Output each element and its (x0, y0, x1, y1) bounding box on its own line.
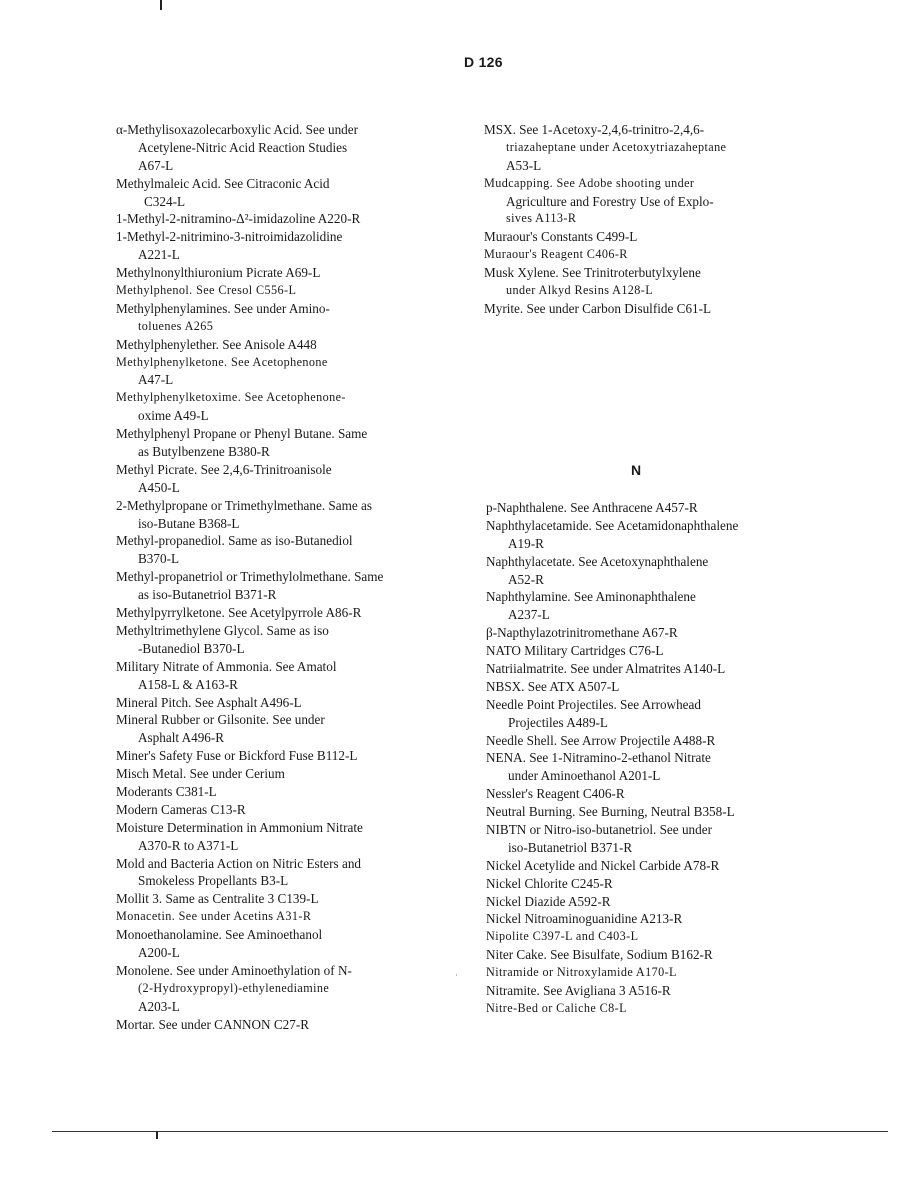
index-entry-line: A53-L (506, 157, 542, 173)
index-entry-line: Mollit 3. Same as Centralite 3 C139-L (116, 891, 319, 907)
index-entry-line: Miner's Safety Fuse or Bickford Fuse B112-L (116, 748, 358, 764)
index-entry-line: Musk Xylene. See Trinitroterbutylxylene (484, 265, 701, 281)
index-entry-line: iso-Butanetriol B371-R (508, 839, 633, 855)
index-entry-line: (2-Hydroxypropyl)-ethylenediamine (138, 980, 330, 995)
index-entry-line: NBSX. See ATX A507-L (486, 678, 620, 694)
index-entry-line: Acetylene-Nitric Acid Reaction Studies (138, 139, 348, 155)
index-entry-line: Mold and Bacteria Action on Nitric Esters and (116, 855, 362, 871)
index-entry-line: Asphalt A496-R (138, 730, 225, 746)
index-entry-line: Projectiles A489-L (508, 714, 608, 730)
index-entry-line: Nitre-Bed or Caliche C8-L (486, 1000, 627, 1015)
index-entry-line: NATO Military Cartridges C76-L (486, 643, 664, 659)
index-entry-line: A19-R (508, 535, 544, 551)
index-entry-line: A370-R to A371-L (138, 837, 239, 853)
footer-tick-mark (156, 1131, 158, 1139)
index-entry-line: Methylphenylketone. See Acetophenone (116, 354, 328, 369)
index-entry-line: Muraour's Reagent C406-R (484, 247, 628, 262)
index-entry-line: Moisture Determination in Ammonium Nitrate (116, 819, 363, 835)
index-entry-line: iso-Butane B368-L (138, 515, 240, 531)
index-entry-line: Nickel Nitroaminoguanidine A213-R (486, 911, 683, 927)
index-entry-line: Niter Cake. See Bisulfate, Sodium B162-R (486, 947, 713, 963)
index-entry-line: Nickel Diazide A592-R (486, 893, 611, 909)
index-entry-line: Methylphenylether. See Anisole A448 (116, 336, 317, 352)
index-entry-line: NIBTN or Nitro-iso-butanetriol. See under (486, 822, 712, 838)
index-entry-line: 1-Methyl-2-nitramino-Δ²-imidazoline A220-R (116, 211, 361, 227)
index-entry-line: A450-L (138, 479, 180, 495)
index-entry-line: MSX. See 1-Acetoxy-2,4,6-trinitro-2,4,6- (484, 122, 705, 137)
index-entry-line: Mineral Rubber or Gilsonite. See under (116, 712, 325, 728)
index-entry-line: p-Naphthalene. See Anthracene A457-R (486, 500, 698, 515)
index-entry-line: Mudcapping. See Adobe shooting under (484, 175, 695, 190)
index-entry-line: Methyltrimethylene Glycol. Same as iso (116, 622, 329, 638)
index-entry-line: Muraour's Constants C499-L (484, 229, 638, 245)
index-entry-line: A203-L (138, 998, 180, 1014)
index-entry-line: β-Napthylazotrinitromethane A67-R (486, 625, 678, 641)
index-entry-line: Methylphenyl Propane or Phenyl Butane. Same (116, 426, 368, 442)
index-entry-line: A200-L (138, 944, 180, 960)
index-entry-line: under Aminoethanol A201-L (508, 768, 661, 784)
index-entry-line: Naphthylamine. See Aminonaphthalene (486, 589, 696, 605)
index-entry-line: Methyl Picrate. See 2,4,6-Trinitroanisole (116, 461, 332, 477)
index-entry-line: Nickel Chlorite C245-R (486, 875, 613, 891)
index-entry-line: Smokeless Propellants B3-L (138, 873, 289, 889)
index-entry-line: Neutral Burning. See Burning, Neutral B358-L (486, 804, 735, 820)
index-entry-line: under Alkyd Resins A128-L (506, 283, 654, 298)
index-column-left (116, 121, 451, 1033)
index-entry-line: Methyl-propanetriol or Trimethylolmethane. Same (116, 569, 384, 585)
index-entry-line: Methylnonylthiuronium Picrate A69-L (116, 265, 321, 281)
index-entry-line: Natriialmatrite. See under Almatrites A140-L (486, 661, 726, 677)
index-entry-line: -Butanediol B370-L (138, 640, 245, 656)
index-entry-line: Needle Point Projectiles. See Arrowhead (486, 696, 701, 712)
page-number: D 126 (464, 54, 503, 70)
scan-speck (456, 974, 457, 976)
index-entry-line: as Butylbenzene B380-R (138, 444, 270, 460)
index-entry-line: Myrite. See under Carbon Disulfide C61-L (484, 300, 712, 316)
index-entry-line: Methylpyrrylketone. See Acetylpyrrole A86-R (116, 605, 362, 621)
index-entry-line: as iso-Butanetriol B371-R (138, 587, 277, 603)
index-entry-line: A221-L (138, 247, 180, 263)
index-entry-line: Mineral Pitch. See Asphalt A496-L (116, 694, 302, 710)
index-entry-line: Methylphenol. See Cresol C556-L (116, 283, 297, 298)
index-entry-line: C324-L (144, 193, 186, 209)
index-entry-line: 1-Methyl-2-nitrimino-3-nitroimidazolidine (116, 229, 343, 245)
index-entry-line: Monacetin. See under Acetins A31-R (116, 909, 312, 924)
index-entry-line: Naphthylacetate. See Acetoxynaphthalene (486, 553, 709, 569)
index-entry-line: sives A113-R (506, 211, 577, 226)
index-entry-line: Nickel Acetylide and Nickel Carbide A78-R (486, 857, 720, 873)
index-entry-line: Nessler's Reagent C406-R (486, 786, 625, 802)
index-entry-line: Needle Shell. See Arrow Projectile A488-R (486, 732, 716, 748)
index-entry-line: oxime A49-L (138, 408, 209, 424)
index-entry-line: triazaheptane under Acetoxytriazaheptane (506, 139, 727, 154)
index-entry-line: Methylphenylketoxime. See Acetophenone- (116, 390, 346, 405)
footer-rule (52, 1131, 888, 1132)
index-entry-line: NENA. See 1-Nitramino-2-ethanol Nitrate (486, 750, 711, 766)
index-entry-line: Nitramite. See Avigliana 3 A516-R (486, 983, 671, 999)
index-entry-line: A47-L (138, 372, 174, 388)
index-entry-line: Mortar. See under CANNON C27-R (116, 1016, 310, 1032)
index-entry-line: Agriculture and Forestry Use of Explo- (506, 193, 714, 209)
index-entry-line: Methyl-propanediol. Same as iso-Butanediol (116, 533, 353, 549)
index-entry-line: Naphthylacetamide. See Acetamidonaphthalene (486, 517, 739, 533)
index-column-right-n (486, 499, 816, 1018)
index-entry-line: Misch Metal. See under Cerium (116, 766, 285, 782)
index-entry-line: A237-L (508, 607, 550, 623)
index-entry-line: A52-R (508, 571, 544, 587)
index-entry-line: Monoethanolamine. See Aminoethanol (116, 927, 323, 943)
index-entry-line: Nipolite C397-L and C403-L (486, 929, 639, 944)
section-heading-letter: N (631, 462, 642, 478)
index-entry-line: A67-L (138, 157, 174, 173)
index-entry-line: Modern Cameras C13-R (116, 801, 246, 817)
top-margin-mark (160, 0, 162, 10)
index-entry-line: 2-Methylpropane or Trimethylmethane. Same as (116, 497, 373, 513)
index-column-right-m (484, 121, 814, 318)
index-entry-line: Moderants C381-L (116, 783, 217, 799)
index-entry-line: B370-L (138, 551, 180, 567)
index-entry-line: α-Methylisoxazolecarboxylic Acid. See under (116, 122, 359, 137)
index-entry-line: Methylphenylamines. See under Amino- (116, 300, 330, 316)
index-entry-line: Monolene. See under Aminoethylation of N- (116, 962, 352, 978)
index-entry-line: A158-L & A163-R (138, 676, 238, 692)
index-entry-line: Military Nitrate of Ammonia. See Amatol (116, 658, 337, 674)
index-entry-line: Methylmaleic Acid. See Citraconic Acid (116, 175, 330, 191)
index-entry-line: toluenes A265 (138, 318, 214, 333)
index-entry-line: Nitramide or Nitroxylamide A170-L (486, 965, 677, 980)
